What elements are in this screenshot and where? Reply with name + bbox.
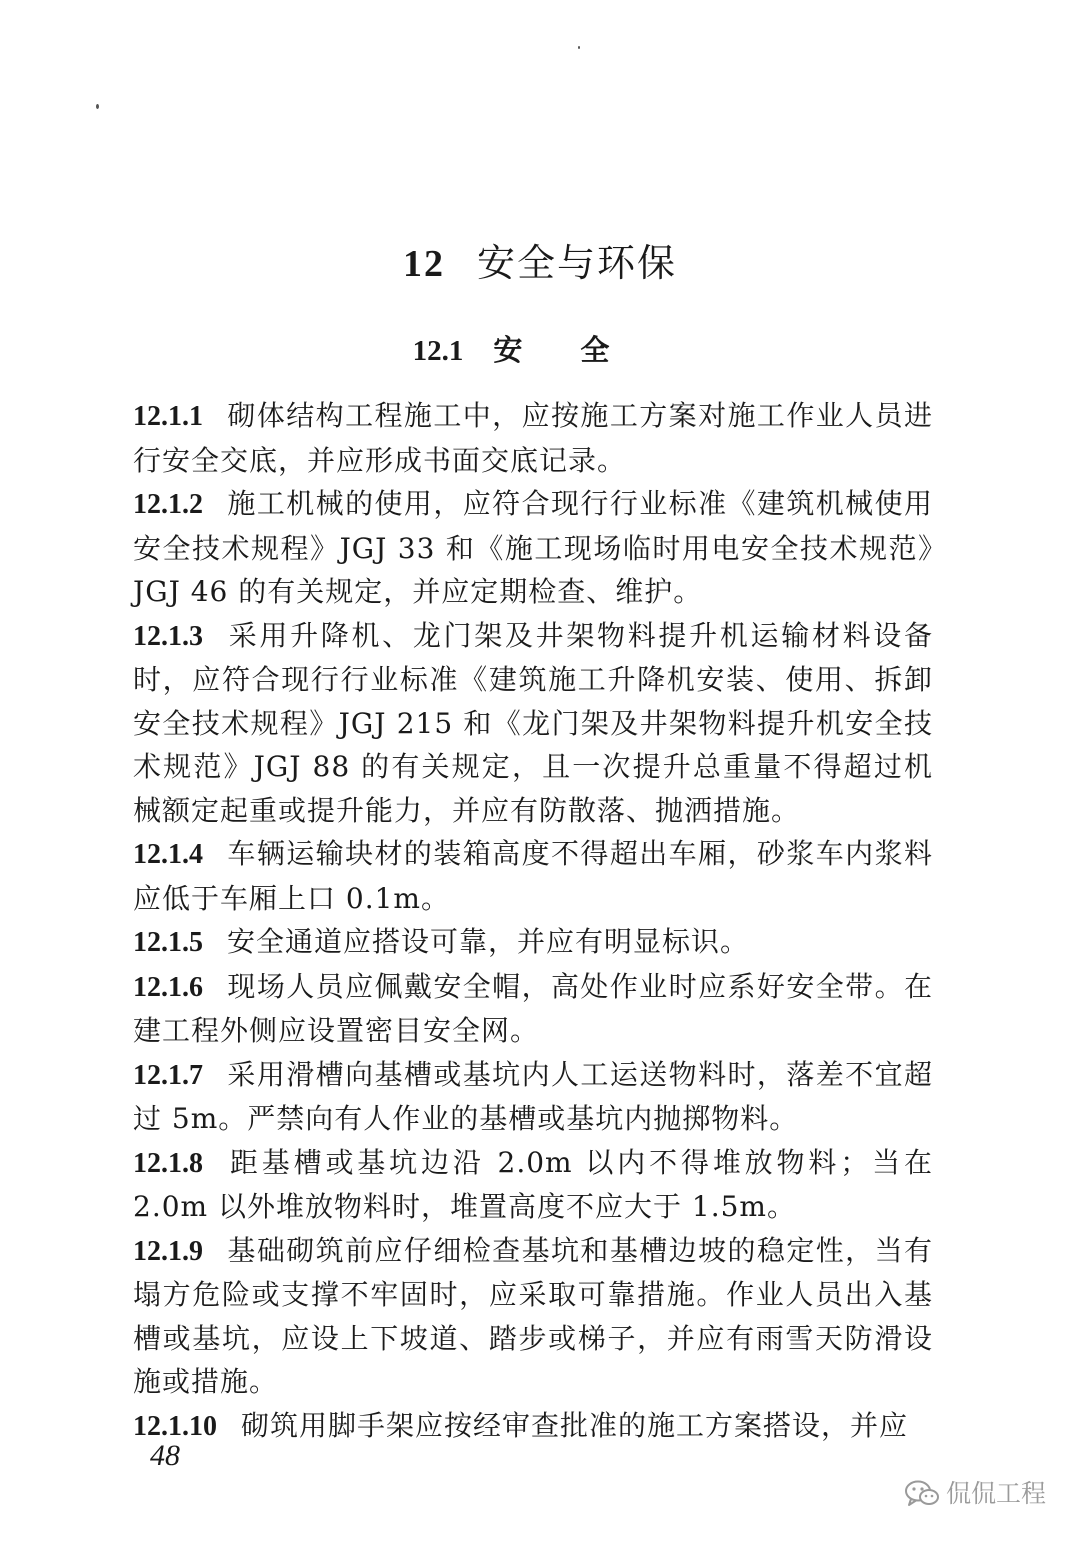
section-title-text: 安全 <box>493 333 668 367</box>
wechat-icon <box>904 1479 940 1509</box>
clause-12-1-4 <box>133 832 933 920</box>
clause-text: 车辆运输块材的装箱高度不得超出车厢，砂浆车内浆料应低于车厢上口 0.1m。 <box>133 837 933 915</box>
clause-number: 12.1.7 <box>133 1059 203 1091</box>
clause-text: 基础砌筑前应仔细检查基坑和基槽边坡的稳定性，当有塌方危险或支撑不牢固时，应采取可靠措施。作业人员出入基槽或基坑，应设上下坡道、踏步或梯子，并应有雨雪天防滑设施或措施。 <box>133 1233 933 1398</box>
page-number: 48 <box>150 1439 180 1472</box>
clause-text: 施工机械的使用，应符合现行行业标准《建筑机械使用安全技术规程》JGJ 33 和《施工现场临时用电安全技术规范》JGJ 46 的有关规定，并应定期检查、维护。 <box>133 487 933 608</box>
chapter-number: 12 <box>402 243 445 285</box>
clause-number: 12.1.9 <box>133 1235 203 1267</box>
chapter-title <box>0 238 1080 289</box>
clause-text: 砌体结构工程施工中，应按施工方案对施工作业人员进行安全交底，并应形成书面交底记录。 <box>133 399 933 477</box>
clause-text: 现场人员应佩戴安全帽，高处作业时应系好安全带。在建工程外侧应设置密目安全网。 <box>133 969 933 1047</box>
clause-12-1-2 <box>133 482 933 614</box>
clause-12-1-5 <box>133 920 933 965</box>
clause-12-1-1 <box>133 394 933 482</box>
watermark <box>904 1478 1046 1510</box>
scan-speck <box>578 46 580 49</box>
clause-12-1-6 <box>133 965 933 1053</box>
section-title <box>0 330 1080 371</box>
clause-text: 安全通道应搭设可靠，并应有明显标识。 <box>227 925 750 958</box>
clause-number: 12.1.6 <box>133 971 203 1003</box>
clause-number: 12.1.4 <box>133 839 203 870</box>
clause-text: 距基槽或基坑边沿 2.0m 以内不得堆放物料；当在 2.0m 以外堆放物料时，堆置高度不应大于 1.5m。 <box>133 1145 933 1223</box>
clause-12-1-3 <box>133 614 933 833</box>
clause-12-1-9 <box>133 1229 933 1404</box>
clause-number: 12.1.1 <box>133 401 203 432</box>
clause-number: 12.1.5 <box>133 927 203 958</box>
clause-12-1-10 <box>133 1404 933 1449</box>
clause-number: 12.1.3 <box>133 620 203 652</box>
clause-12-1-7 <box>133 1053 933 1141</box>
section-number: 12.1 <box>412 335 464 367</box>
watermark-text: 侃侃工程 <box>946 1479 1047 1508</box>
clause-text: 砌筑用脚手架应按经审查批准的施工方案搭设，并应 <box>241 1408 909 1442</box>
clause-12-1-8 <box>133 1141 933 1229</box>
clause-text: 采用升降机、龙门架及井架物料提升机运输材料设备时，应符合现行行业标准《建筑施工升降机安装、使用、拆卸安全技术规程》JGJ 215 和《龙门架及井架物料提升机安全技术规范》JGJ 88 的有关规定，且一次提升总重量不得超过机械额定起重或提升能力，并应有防散落、抛洒措施。 <box>133 618 933 827</box>
clause-number: 12.1.2 <box>133 489 203 520</box>
clause-number: 12.1.8 <box>133 1147 203 1179</box>
chapter-title-text: 安全与环保 <box>476 241 677 285</box>
clause-text: 采用滑槽向基槽或基坑内人工运送物料时，落差不宜超过 5m。严禁向有人作业的基槽或基坑内抛掷物料。 <box>133 1057 933 1135</box>
scan-speck <box>96 104 99 109</box>
clause-number: 12.1.10 <box>133 1410 217 1442</box>
clause-list <box>133 394 933 1448</box>
